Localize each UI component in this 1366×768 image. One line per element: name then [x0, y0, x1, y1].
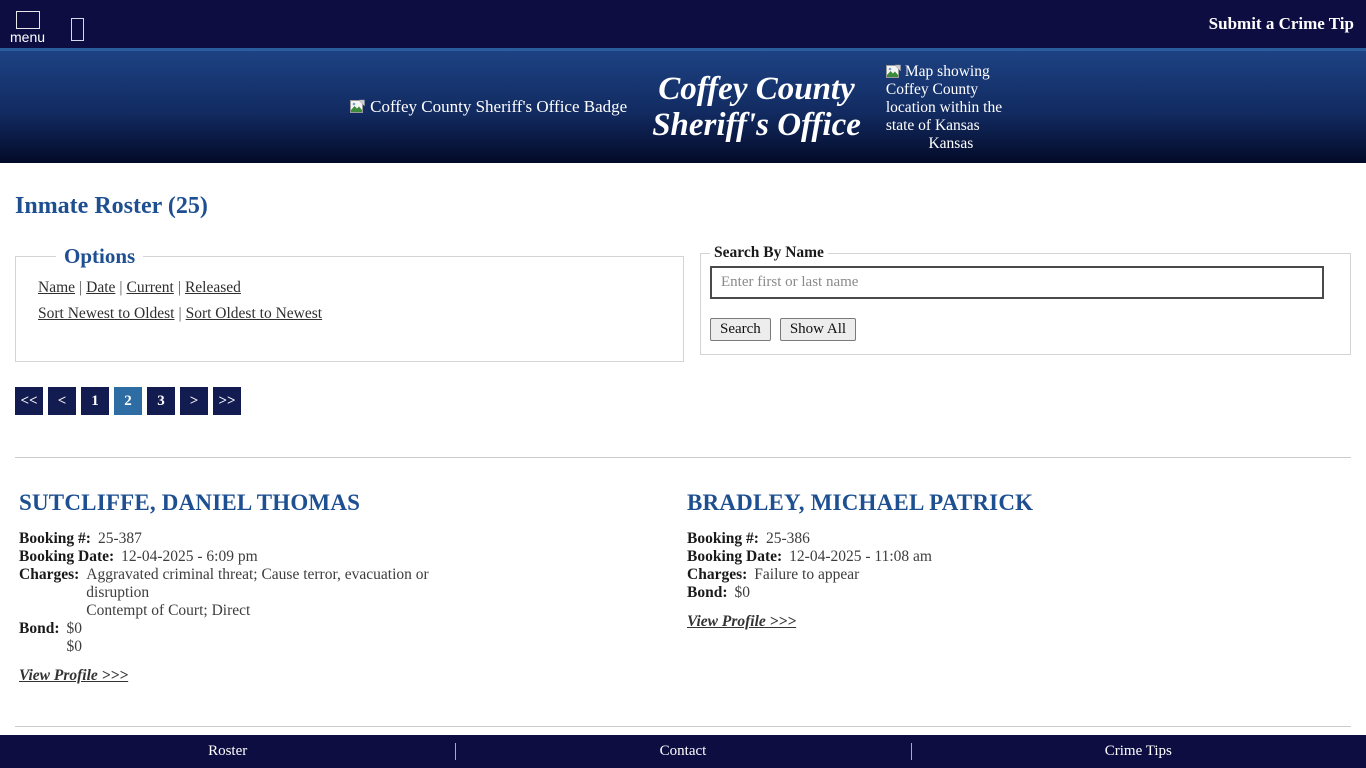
broken-image-icon [71, 18, 84, 41]
previous-page-button[interactable]: < [48, 387, 76, 415]
options-legend: Options [64, 244, 136, 268]
sort-by-name-link[interactable]: Name [38, 279, 76, 296]
footer-contact-link[interactable]: Contact [455, 735, 910, 768]
menu-label: menu [10, 28, 46, 45]
main-content [0, 163, 1366, 726]
inmate-name: SUTCLIFFE, DANIEL THOMAS [19, 490, 361, 515]
bond-label: Bond: [687, 584, 728, 601]
bond-row [19, 620, 683, 656]
charges-label: Charges: [19, 566, 80, 583]
charges-label: Charges: [687, 566, 748, 583]
search-buttons-row [710, 318, 1324, 341]
charges-values: Aggravated criminal threat; Cause terror, evacuation or disruption Contempt of Court; Direct [86, 566, 429, 619]
inmate-list [15, 458, 1351, 685]
page-3-button[interactable]: 3 [147, 387, 175, 415]
booking-date-label: Booking Date: [687, 548, 783, 565]
separator: | [178, 305, 182, 322]
inmate-details [19, 530, 683, 685]
view-profile-link[interactable]: View Profile >>> [19, 667, 129, 684]
show-all-button[interactable]: Show All [780, 318, 856, 341]
broken-image-icon [886, 64, 902, 80]
footer-roster-link[interactable]: Roster [208, 743, 248, 759]
bond-row [687, 584, 1351, 602]
search-input[interactable] [710, 266, 1324, 299]
booking-number-value: 25-387 [97, 530, 142, 547]
footer-crime-tips-link[interactable]: Crime Tips [911, 735, 1366, 768]
bond-values: $0 [734, 584, 750, 601]
view-profile-link[interactable]: View Profile >>> [687, 613, 797, 630]
footer-nav [0, 735, 1366, 768]
sort-newest-to-oldest-link[interactable]: Sort Newest to Oldest [38, 305, 175, 322]
bond-label: Bond: [19, 620, 60, 637]
last-page-button[interactable]: >> [213, 387, 241, 415]
booking-number-row [19, 530, 683, 548]
topbar-left-group [10, 4, 84, 45]
booking-date-row [19, 548, 683, 566]
inmate-card [15, 458, 683, 685]
site-header [0, 48, 1366, 163]
top-bar [0, 0, 1366, 48]
next-page-button[interactable]: > [180, 387, 208, 415]
booking-date-row [687, 548, 1351, 566]
charges-values: Failure to appear [754, 566, 860, 583]
sort-by-date-link[interactable]: Date [86, 279, 116, 296]
filter-released-link[interactable]: Released [184, 279, 241, 296]
broken-image-icon [350, 99, 366, 115]
site-title [652, 71, 861, 143]
separator: | [177, 279, 181, 296]
search-legend: Search By Name [714, 244, 824, 261]
charges-row [19, 566, 683, 620]
charges-row [687, 566, 1351, 584]
map-alt-text: Map showing Coffey County location within the state of Kansas [885, 63, 1003, 134]
submit-crime-tip-link[interactable]: Submit a Crime Tip [1208, 14, 1354, 33]
search-button[interactable]: Search [710, 318, 771, 341]
page-2-button[interactable]: 2 [114, 387, 142, 415]
booking-date-value: 12-04-2025 - 11:08 am [789, 548, 932, 565]
pagination [15, 387, 1351, 415]
booking-number-row [687, 530, 1351, 548]
badge-image-placeholder [350, 97, 627, 117]
menu-broken-image-icon [16, 11, 40, 29]
map-caption: Kansas [928, 135, 974, 152]
separator: | [119, 279, 123, 296]
page-1-button[interactable]: 1 [81, 387, 109, 415]
county-map-placeholder [886, 63, 1016, 153]
booking-date-label: Booking Date: [19, 548, 115, 565]
sort-order-links-row [38, 301, 673, 327]
filter-current-link[interactable]: Current [126, 279, 174, 296]
menu-button[interactable] [10, 4, 45, 45]
search-panel [700, 244, 1351, 355]
sort-oldest-to-newest-link[interactable]: Sort Oldest to Newest [185, 305, 323, 322]
first-page-button[interactable]: << [15, 387, 43, 415]
booking-number-label: Booking #: [19, 530, 91, 547]
control-panels [15, 244, 1351, 362]
site-title-line1: Coffey County [658, 71, 855, 107]
booking-number-value: 25-386 [765, 530, 810, 547]
inmate-details [687, 530, 1351, 631]
site-title-line2: Sheriff's Office [652, 107, 861, 143]
sort-links-row [38, 275, 673, 301]
booking-number-label: Booking #: [687, 530, 759, 547]
badge-alt-text: Coffey County Sheriff's Office Badge [370, 97, 628, 116]
footer-divider [15, 726, 1351, 727]
booking-date-value: 12-04-2025 - 6:09 pm [121, 548, 258, 565]
options-panel [15, 244, 684, 362]
separator: | [79, 279, 83, 296]
inmate-name: BRADLEY, MICHAEL PATRICK [687, 490, 1034, 515]
page-title: Inmate Roster (25) [15, 193, 208, 219]
bond-values: $0 $0 [66, 620, 82, 655]
inmate-card [683, 458, 1351, 685]
